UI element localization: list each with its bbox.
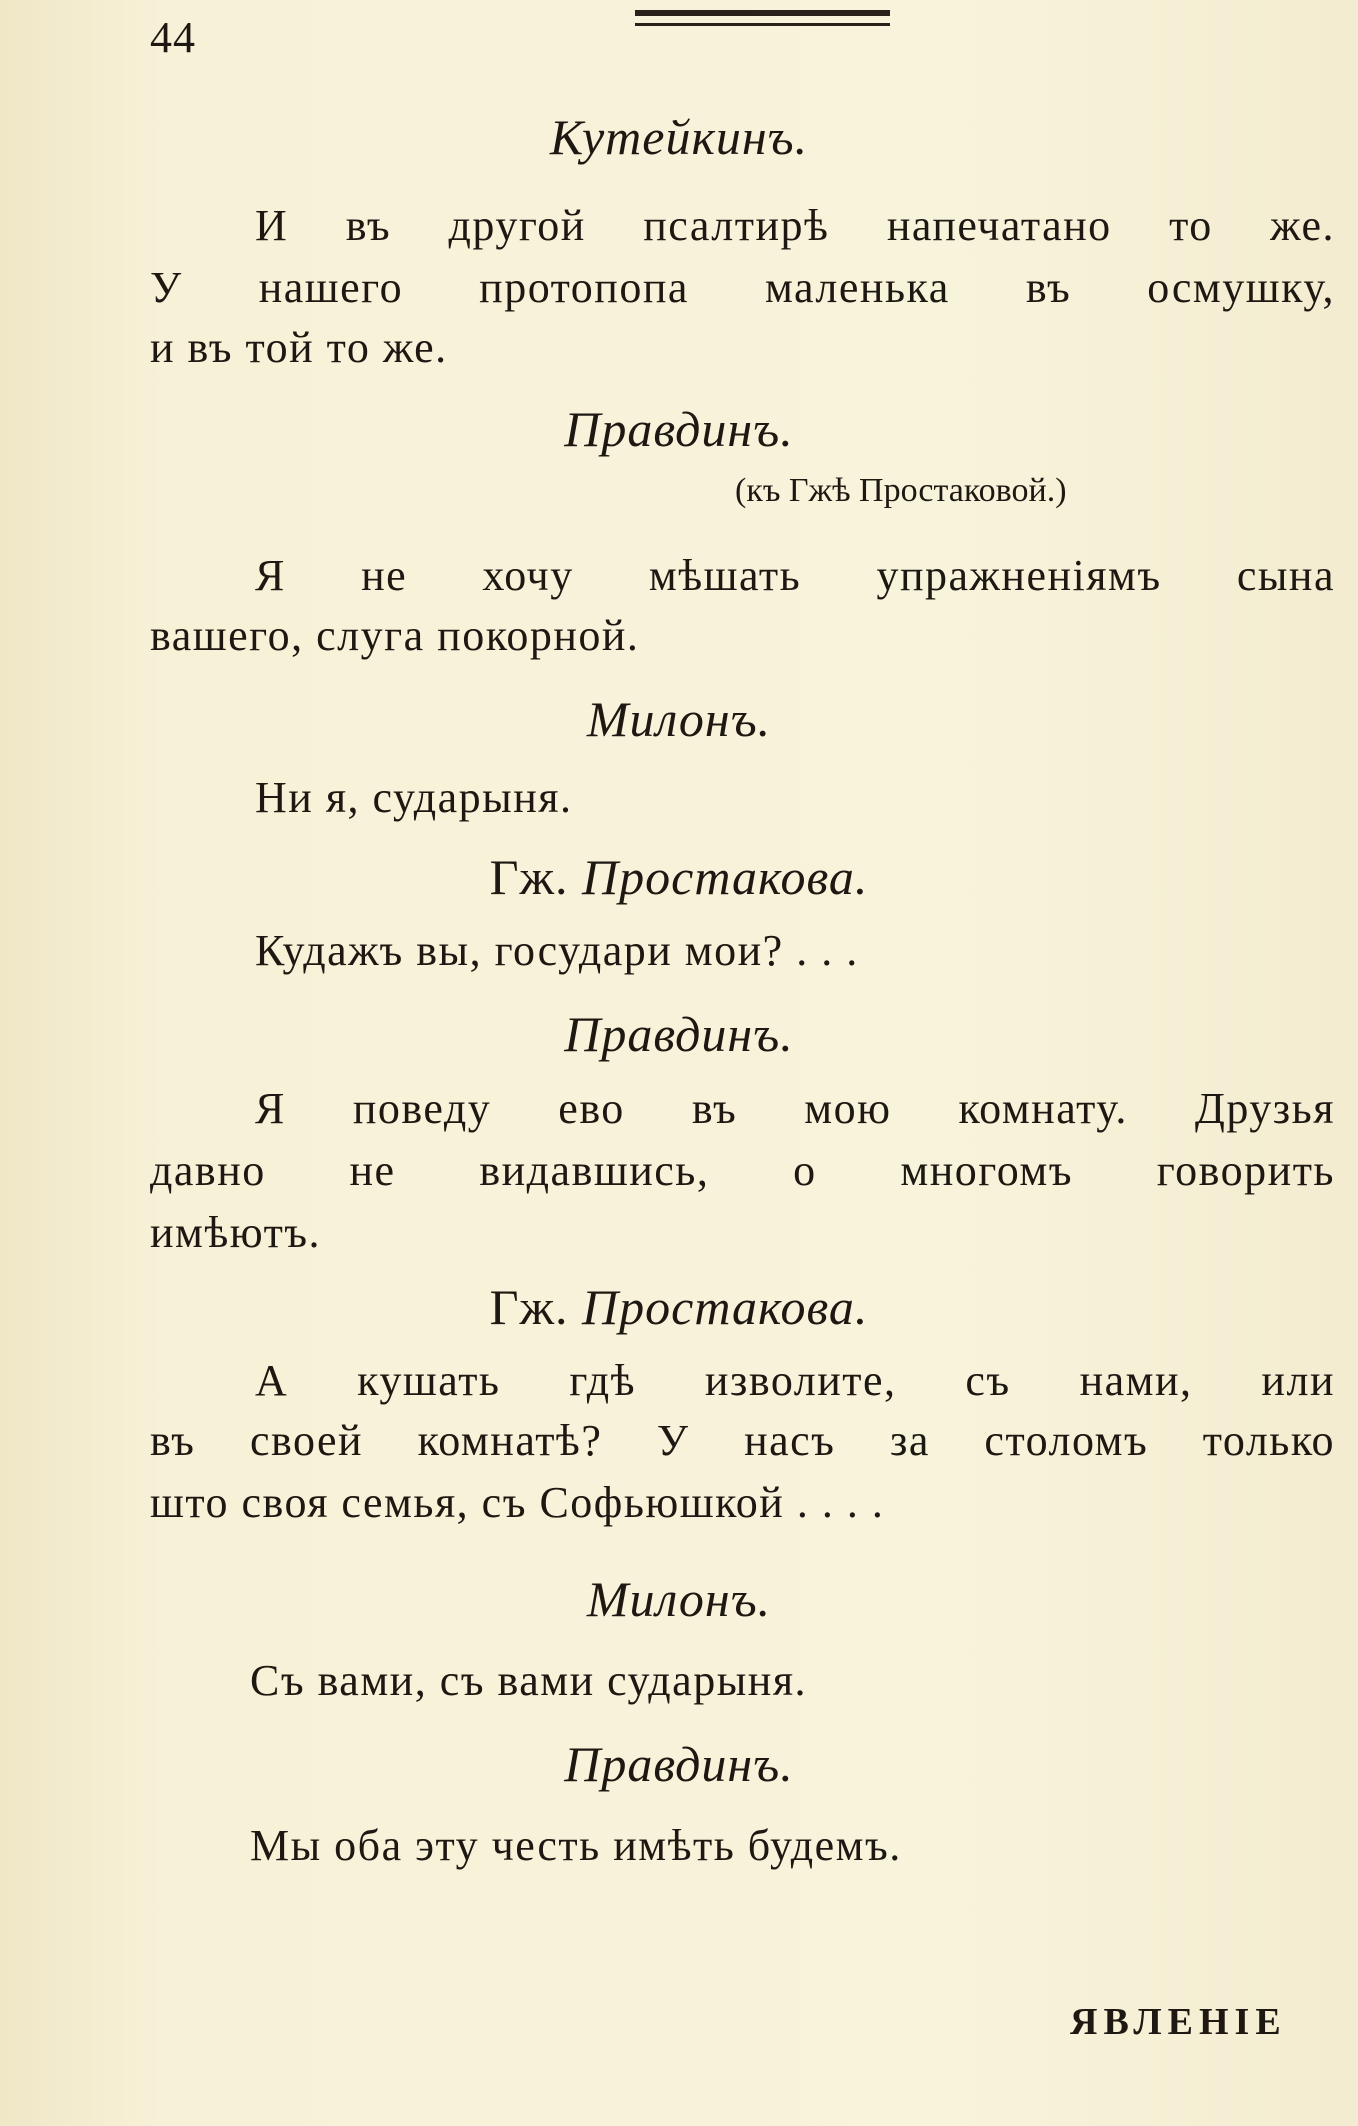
- speaker-surname: Простакова.: [582, 849, 869, 905]
- text-line: давно не видавшись, о многомъ говорить: [150, 1146, 1335, 1195]
- speaker-name: Кутейкинъ.: [549, 109, 809, 165]
- text-line: И въ другой псалтирѣ напечатано то же.: [255, 201, 1335, 250]
- text-line: Мы оба эту честь имѣть будемъ.: [250, 1821, 902, 1870]
- text-line: Кудажъ вы, государи мои? . . .: [255, 926, 859, 975]
- text-line: вашего, слуга покорной.: [150, 611, 640, 660]
- header-rule: [635, 10, 890, 26]
- speaker-surname: Простакова.: [582, 1279, 869, 1335]
- text-line: Я поведу ево въ мою комнату. Друзья: [255, 1084, 1335, 1133]
- speaker-prefix: Гж.: [489, 1279, 569, 1335]
- speaker-name: [0, 1278, 1358, 1336]
- speaker-name: Правдинъ.: [564, 401, 794, 457]
- text-line: У нашего протопопа маленька въ осмушку,: [150, 263, 1335, 312]
- text-line: имѣютъ.: [150, 1208, 322, 1257]
- text-line: што своя семья, съ Софьюшкой . . . .: [150, 1478, 885, 1527]
- text-line: въ своей комнатѣ? У насъ за столомъ только: [150, 1416, 1335, 1465]
- speaker-prefix: Гж.: [489, 849, 569, 905]
- text-line: А кушать гдѣ изволите, съ нами, или: [255, 1356, 1335, 1405]
- catchword: ЯВЛЕНІЕ: [1070, 2001, 1287, 2043]
- page-number: 44: [150, 13, 196, 62]
- speaker-name: Правдинъ.: [564, 1006, 794, 1062]
- text-line: Съ вами, съ вами сударыня.: [250, 1656, 808, 1705]
- speaker-name: Милонъ.: [586, 1571, 772, 1627]
- text-line: Ни я, сударыня.: [255, 773, 573, 822]
- speaker-name: Правдинъ.: [564, 1736, 794, 1792]
- speaker-name: Милонъ.: [586, 691, 772, 747]
- stage-direction: (къ Гжѣ Простаковой.): [735, 472, 1067, 509]
- speaker-name: [0, 848, 1358, 906]
- text-line: и въ той то же.: [150, 323, 448, 372]
- text-line: Я не хочу мѣшать упражненіямъ сына: [255, 551, 1335, 600]
